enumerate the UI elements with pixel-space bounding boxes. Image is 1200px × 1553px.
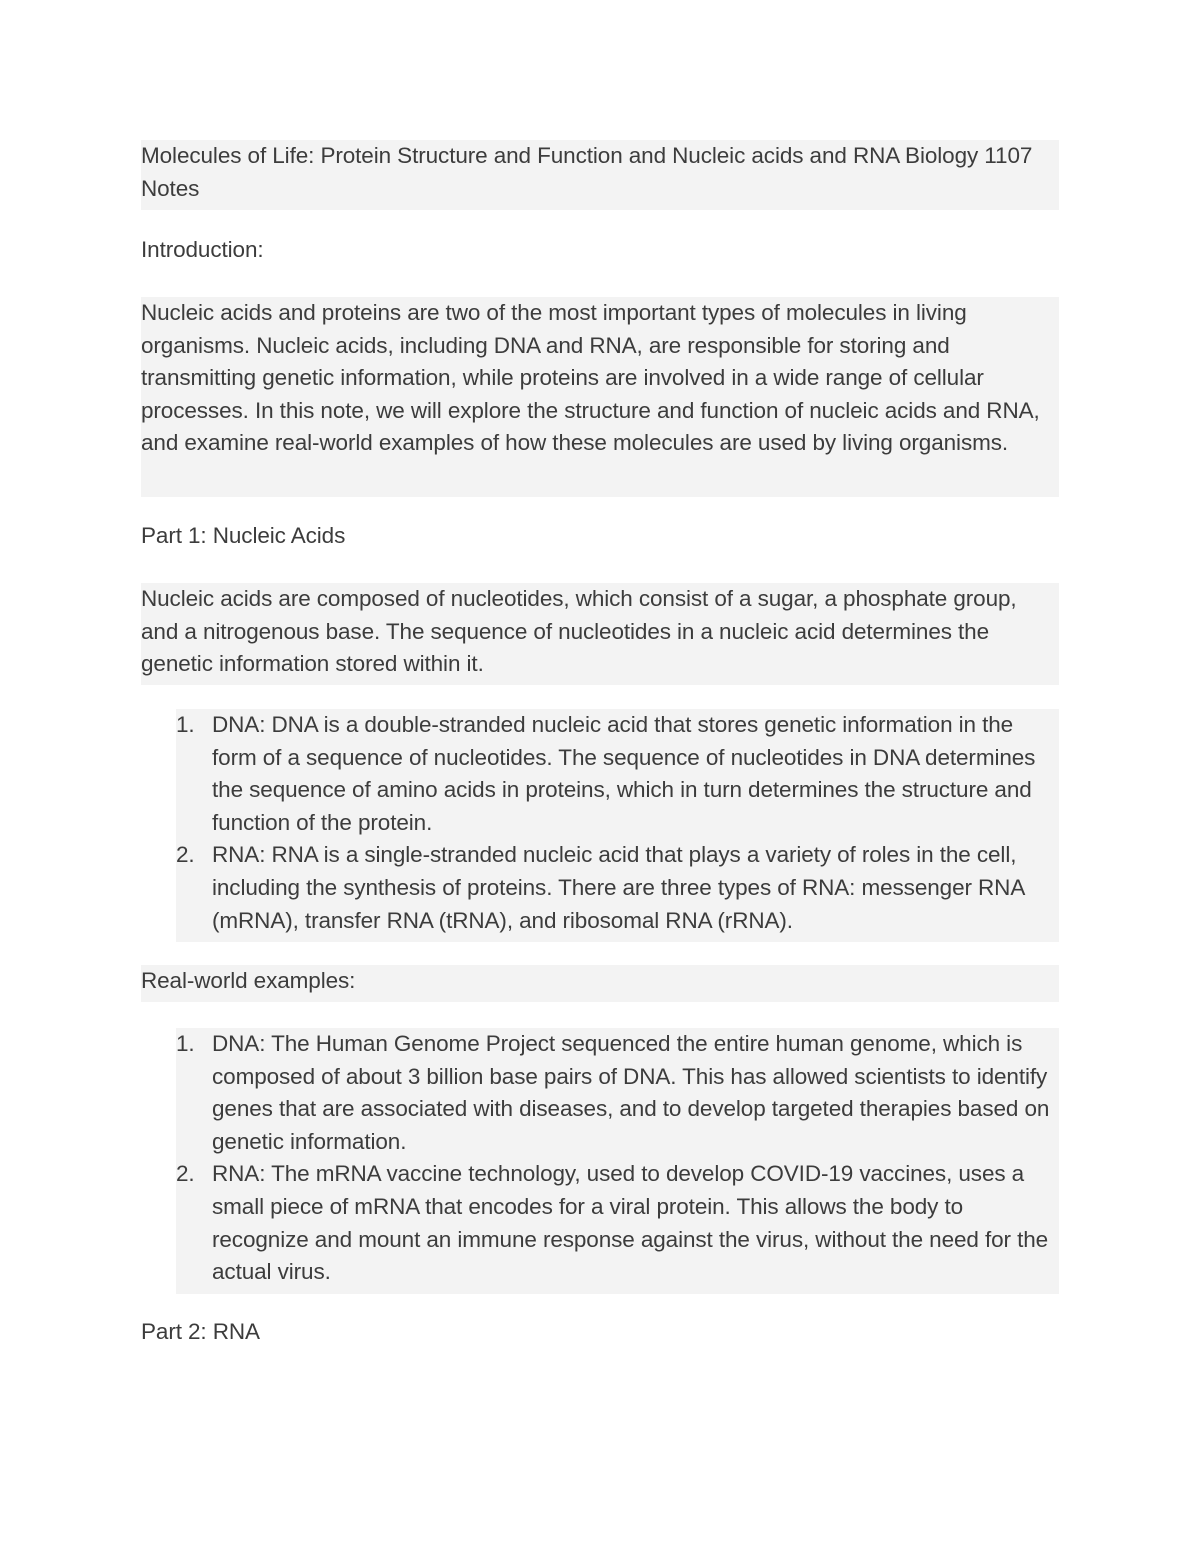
list-item-text: RNA: The mRNA vaccine technology, used to develop COVID-19 vaccines, uses a small piece of mRNA that encodes for a viral protein. This allows the body to recognize and mount an immune response against the virus, without the need for the actual virus. [212, 1161, 1049, 1285]
part1-heading: Part 1: Nucleic Acids [141, 523, 346, 548]
examples-list [176, 1028, 1059, 1294]
list-item [176, 1158, 1059, 1288]
list-item-text: RNA: RNA is a single-stranded nucleic acid that plays a variety of roles in the cell, including the synthesis of proteins. There are three types of RNA: messenger RNA (mRNA), transfer RNA (tRNA), and ribosomal RNA (rRNA). [212, 842, 1024, 933]
introduction-paragraph: Nucleic acids and proteins are two of the most important types of molecules in living organisms. Nucleic acids, including DNA and RNA, are responsible for storing and transmitting genetic information, while proteins are involved in a wide range of cellular processes. In this note, we will explore the structure and function of nucleic acids and RNA, and examine real-world examples of how these molecules are used by living organisms. [141, 297, 1059, 497]
list-item-number: 2. [176, 842, 195, 868]
list-item [176, 1028, 1059, 1158]
examples-heading: Real-world examples: [141, 965, 1059, 1002]
introduction-heading: Introduction: [141, 237, 264, 262]
part2-heading: Part 2: RNA [141, 1319, 260, 1344]
list-item-text: DNA: DNA is a double-stranded nucleic acid that stores genetic information in the form of a sequence of nucleotides. The sequence of nucleotides in DNA determines the sequence of amino acids in proteins, which in turn determines the structure and function of the protein. [212, 712, 1036, 835]
nucleic-acids-list [176, 709, 1059, 942]
list-item [176, 839, 1059, 937]
list-item-number: 2. [176, 1161, 195, 1187]
list-item [176, 709, 1059, 839]
document-title: Molecules of Life: Protein Structure and Function and Nucleic acids and RNA Biology 1107 Notes [141, 140, 1059, 210]
list-item-number: 1. [176, 712, 195, 737]
list-item-number: 1. [176, 1031, 195, 1056]
list-item-text: DNA: The Human Genome Project sequenced the entire human genome, which is composed of about 3 billion base pairs of DNA. This has allowed scientists to identify genes that are associated with diseases, and to develop targeted therapies based on genetic information. [212, 1031, 1050, 1154]
part1-paragraph: Nucleic acids are composed of nucleotides, which consist of a sugar, a phosphate group, and a nitrogenous base. The sequence of nucleotides in a nucleic acid determines the genetic information stored within it. [141, 583, 1059, 685]
